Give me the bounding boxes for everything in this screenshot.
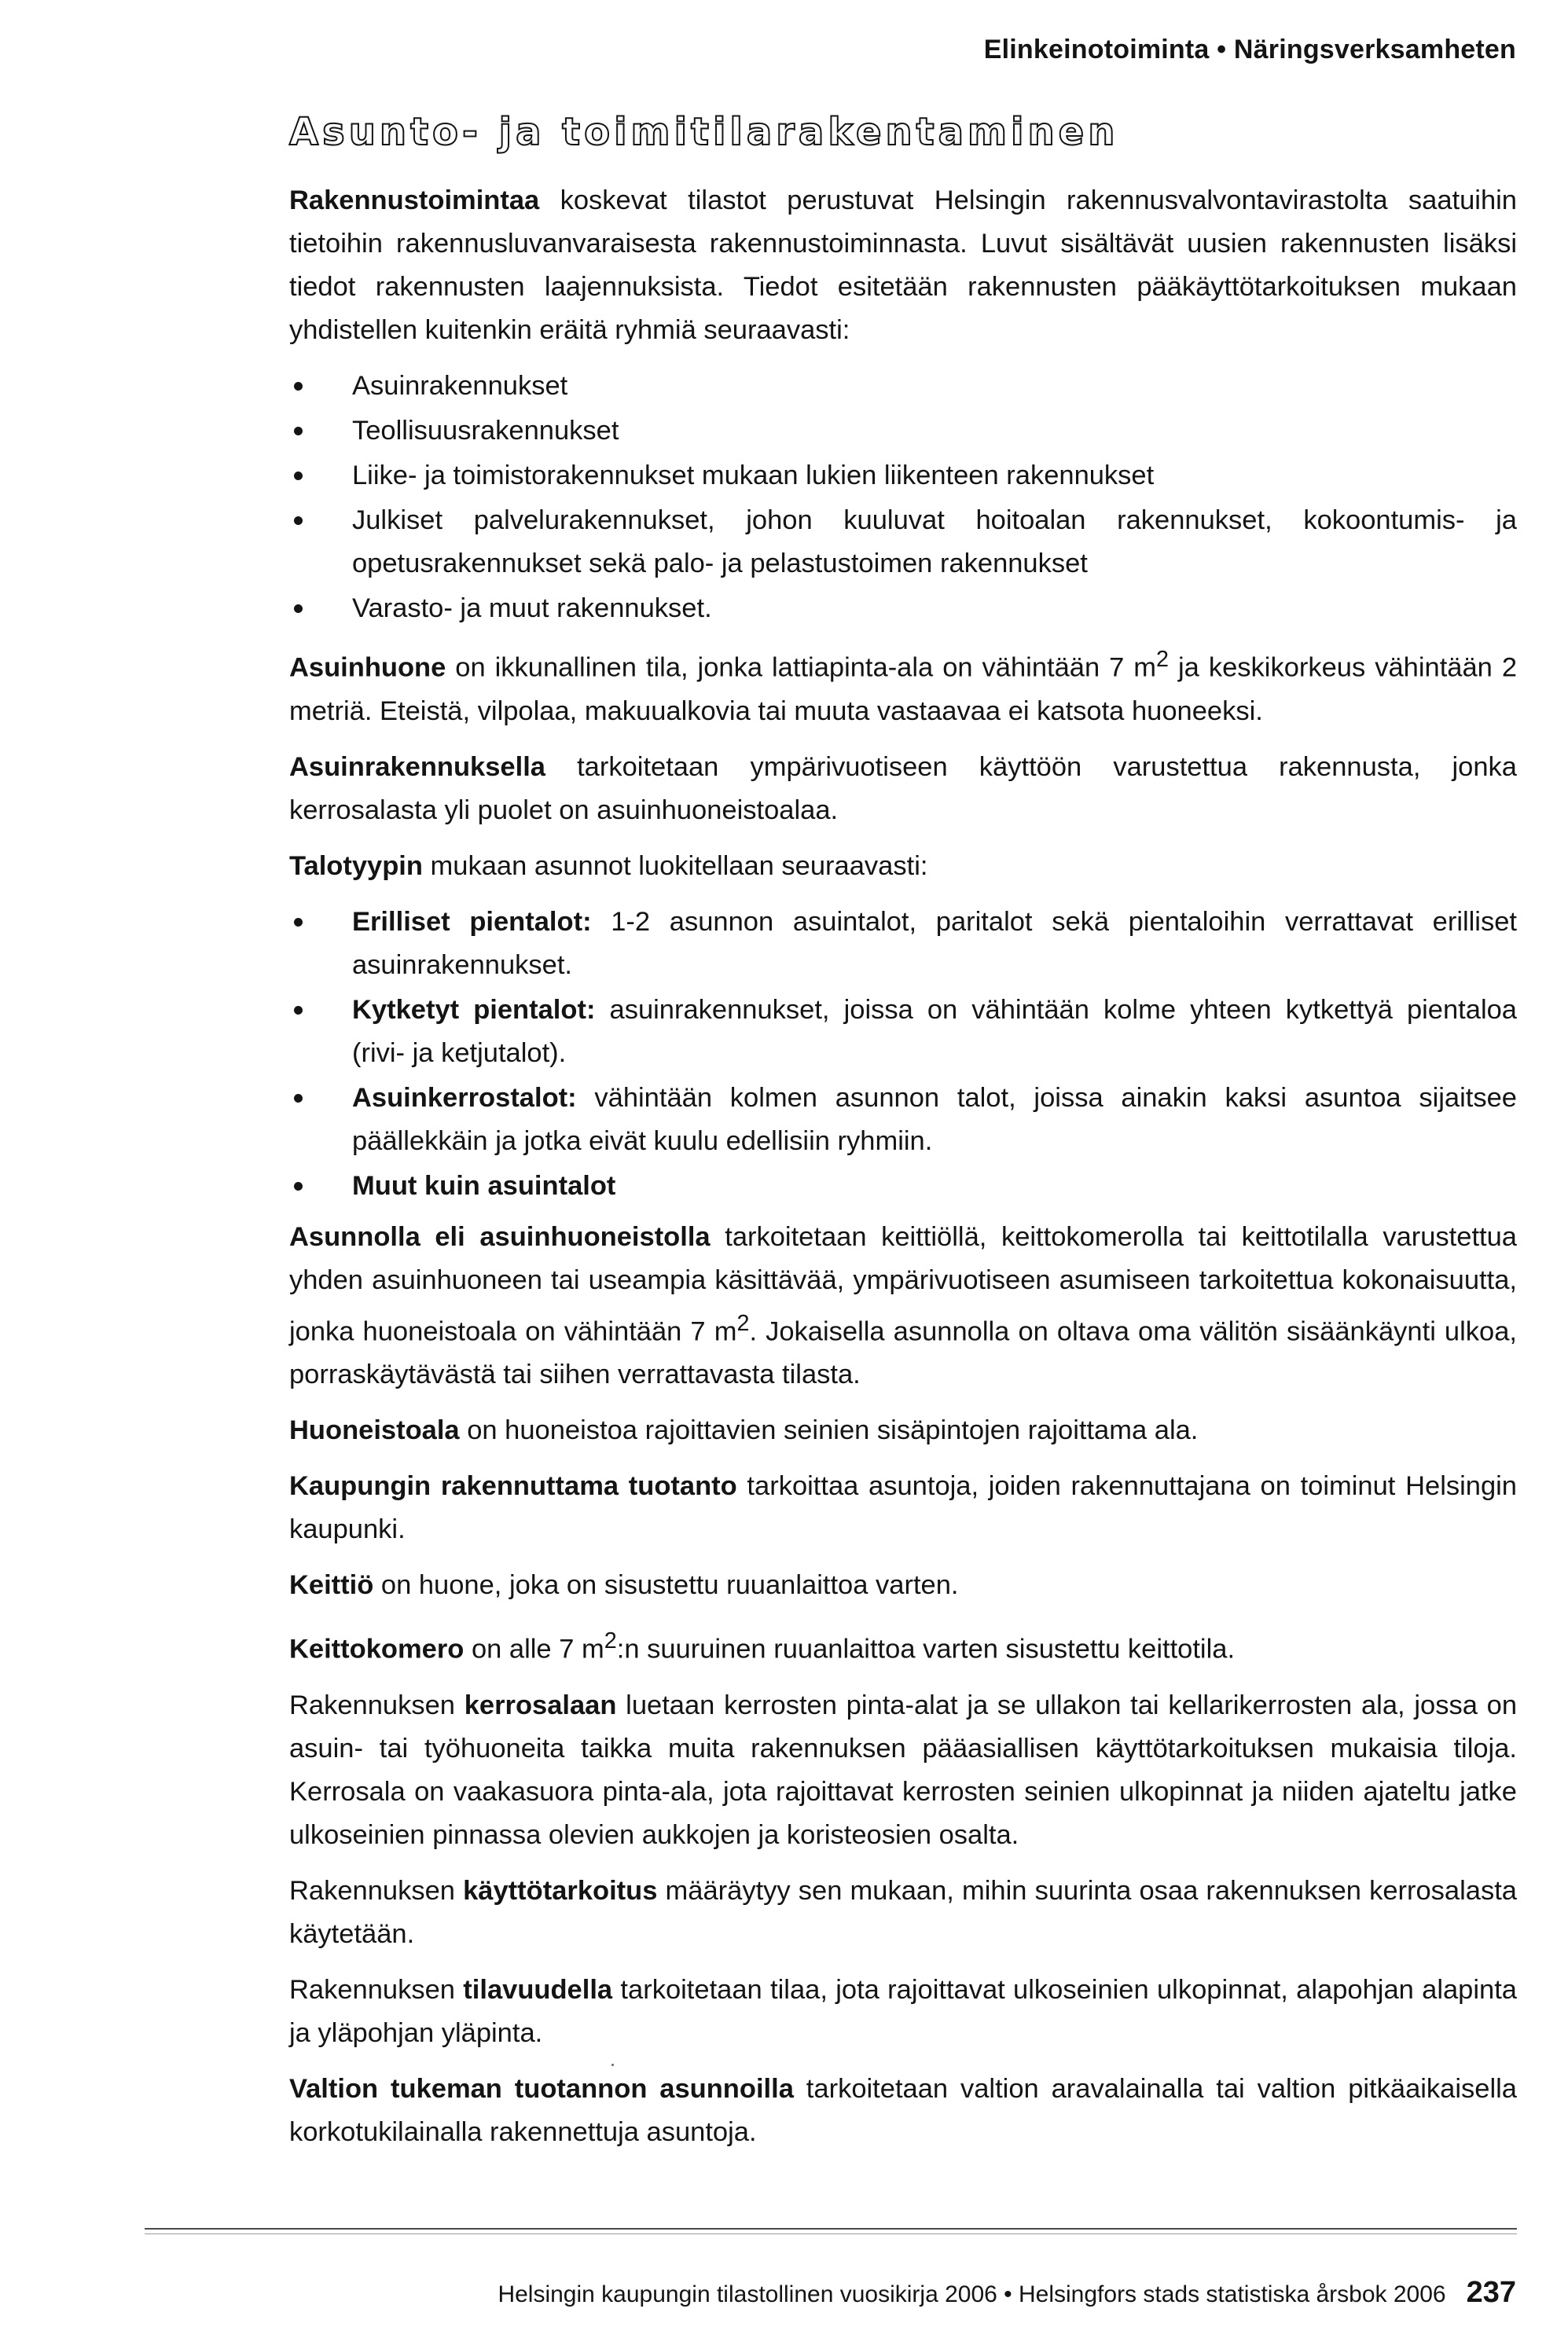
building-groups-list [289, 365, 1517, 630]
bullet-icon [294, 1182, 303, 1191]
term: Huoneistoala [289, 1415, 460, 1445]
bullet-icon [294, 1094, 303, 1103]
term: Kytketyt pientalot: [352, 994, 596, 1025]
scan-speck [611, 2064, 614, 2066]
term: Erilliset pientalot: [352, 906, 592, 937]
list-item: Erilliset pientalot: 1-2 asunnon asuintalot, paritalot sekä pientaloihin verrattavat erilliset asuinrakennukset. [289, 901, 1517, 987]
term: Asuinkerrostalot: [352, 1082, 577, 1113]
term: Muut kuin asuintalot [352, 1170, 616, 1201]
term: Kaupungin rakennuttama tuotanto [289, 1471, 737, 1501]
paragraph-floor-area: Huoneistoala on huoneistoa rajoittavien seinien sisäpintojen rajoittama ala. [289, 1415, 1199, 1445]
paragraph-house-type: Talotyypin mukaan asunnot luokitellaan seuraavasti: [289, 850, 928, 881]
bullet-icon [294, 472, 303, 480]
list-item: Varasto- ja muut rakennukset. [289, 587, 1517, 630]
term: Keittiö [289, 1570, 374, 1600]
paragraph-kitchenette: Keittokomero on alle 7 $m^2:n$ suuruinen ruuanlaittoa varten sisustettu keittotila. [289, 1628, 1236, 1665]
term: Valtion tukeman tuotannon asunnoilla [289, 2073, 794, 2104]
paragraph-construction [289, 179, 1517, 352]
paragraph-intended-use: Rakennuksen käyttötarkoitus määräytyy sen mukaan, mihin suurinta osaa rakennuksen kerrosalasta käytetään. [289, 1875, 1517, 1949]
bullet-icon [294, 516, 303, 525]
footer-rule [145, 2228, 1517, 2230]
term: Asuinhuone [289, 652, 446, 683]
list-item: Asuinkerrostalot: vähintään kolmen asunnon talot, joissa ainakin kaksi asuntoa sijaitsee päällekkäin ja jotka eivät kuulu edellisiin ryhmiin. [289, 1077, 1517, 1163]
term: Talotyypin [289, 850, 423, 881]
list-item: Asuinrakennukset [289, 365, 1517, 408]
paragraph-gross-floor-area: Rakennuksen kerrosalaan luetaan kerrosten pinta-alat ja se ullakon tai kellarikerrosten ala, jossa on asuin- tai työhuoneita taikka muita rakennuksen pääasiallisen käyttötarkoituksen mukaisia tiloja. Kerrosala on vaakasuora pinta-ala, jota rajoittavat kerrosten seinien ulkopinnat ja niiden ajateltu jatke ulkoseinien pinnassa olevien aukkojen ja koristeosien osalta. [289, 1690, 1518, 1850]
term: Rakennustoimintaa [289, 185, 540, 215]
paragraph-residential-building: Asuinrakennuksella tarkoitetaan ympärivuotiseen käyttöön varustettua rakennusta, jonka kerrosalasta yli puolet on asuinhuoneistoalaa. [289, 751, 1517, 825]
term: käyttötarkoitus [463, 1875, 658, 1906]
paragraph-dwelling: Asunnolla eli asuinhuoneistolla tarkoitetaan keittiöllä, keittokomerolla tai keittotilalla varustettua yhden asuinhuoneen tai useampia käsittävää, ympärivuotiseen asumiseen tarkoitettua kokonaisuutta, jonka huoneistoala on vähintään 7 $m^2$. Jokaisella asunnolla on oltava oma välitön sisäänkäynti ulkoa, porraskäytävästä tai siihen verrattavasta tilasta. [289, 1221, 1517, 1389]
list-item: Julkiset palvelurakennukset, johon kuuluvat hoitoalan rakennukset, kokoontumis- ja opetusrakennukset sekä palo- ja pelastustoimen rakennukset [289, 499, 1517, 585]
bullet-icon [294, 382, 303, 391]
list-item [289, 1165, 1517, 1208]
page-number: 237 [1466, 2276, 1516, 2309]
paragraph-city-production: Kaupungin rakennuttama tuotanto tarkoittaa asuntoja, joiden rakennuttajana on toiminut Helsingin kaupunki. [289, 1471, 1517, 1544]
paragraph-volume: Rakennuksen tilavuudella tarkoitetaan tilaa, jota rajoittavat ulkoseinien ulkopinnat, alapohjan alapinta ja yläpohjan yläpinta. [289, 1974, 1517, 2048]
page-title: Asunto- ja toimitilarakentaminen [289, 110, 1119, 154]
section-header: Elinkeinotoiminta • Näringsverksamheten [983, 35, 1516, 64]
term: tilavuudella [463, 1974, 613, 2005]
paragraph-text: koskevat tilastot perustuvat Helsingin rakennusvalvontavirastolta saatuihin tietoihin rakennusluvanvaraisesta rakennustoiminnasta. Luvut sisältävät uusien rakennusten lisäksi tiedot rakennusten laajennuksista. Tiedot esitetään rakennusten pääkäyttötarkoituksen mukaan yhdistellen kuitenkin eräitä ryhmiä seuraavasti: [289, 185, 1517, 345]
bullet-icon [294, 1006, 303, 1015]
term: Asunnolla eli asuinhuoneistolla [289, 1221, 711, 1252]
bullet-icon [294, 604, 303, 613]
term: Asuinrakennuksella [289, 751, 545, 782]
bullet-icon [294, 918, 303, 927]
page-footer [498, 2276, 1516, 2310]
paragraph-kitchen: Keittiö on huone, joka on sisustettu ruuanlaittoa varten. [289, 1570, 959, 1600]
paragraph-room: Asuinhuone on ikkunallinen tila, jonka lattiapinta-ala on vähintään 7 $m^2$ ja keskikorkeus vähintään 2 metriä. Eteistä, vilpolaa, makuualkovia tai muuta vastaavaa ei katsota huoneeksi. [289, 647, 1518, 726]
article-body [289, 179, 1517, 2167]
term: kerrosalaan [464, 1690, 617, 1720]
bullet-icon [294, 427, 303, 435]
term: Keittokomero [289, 1634, 465, 1665]
list-item: Kytketyt pientalot: asuinrakennukset, joissa on vähintään kolme yhteen kytkettyä pientaloa (rivi- ja ketjutalot). [289, 989, 1517, 1075]
footer-text: Helsingin kaupungin tilastollinen vuosikirja 2006 • Helsingfors stads statistiska årsbok 2006 [498, 2281, 1446, 2307]
paragraph-state-subsidised: Valtion tukeman tuotannon asunnoilla tarkoitetaan valtion aravalainalla tai valtion pitkäaikaisella korkotukilainalla rakennettuja asuntoja. [289, 2073, 1517, 2147]
footer-rule-thin [145, 2233, 1517, 2234]
list-item: Liike- ja toimistorakennukset mukaan lukien liikenteen rakennukset [289, 454, 1517, 497]
house-types-list [289, 901, 1517, 1208]
list-item: Teollisuusrakennukset [289, 409, 1517, 453]
